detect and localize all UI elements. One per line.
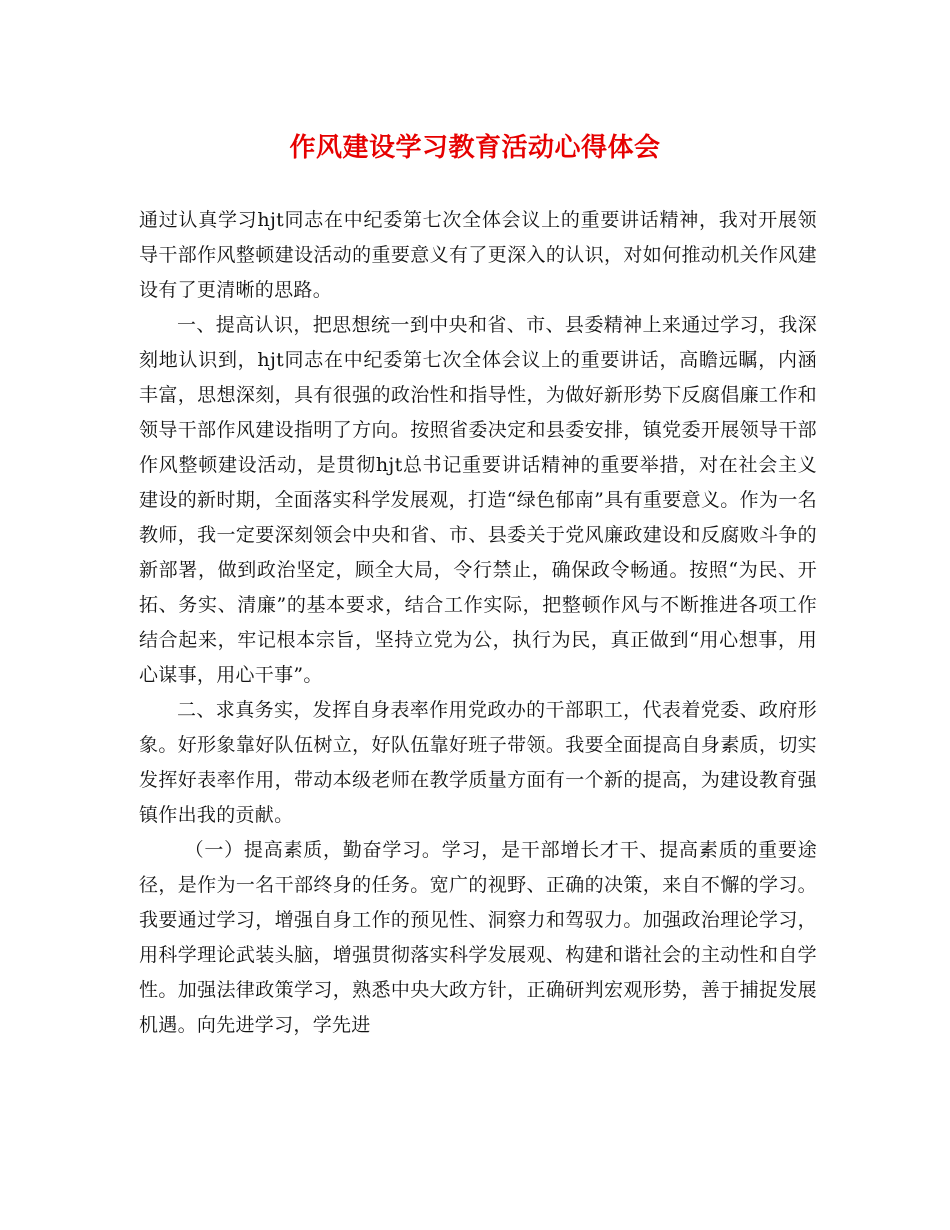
document-body — [139, 203, 817, 1043]
paragraph-subsection-one: （一）提高素质，勤奋学习。学习，是干部增长才干、提高素质的重要途径，是作为一名干部终身的任务。宽广的视野、正确的决策，来自不懈的学习。我要通过学习，增强自身工作的预见性、洞察力和驾驭力。加强政治理论学习，用科学理论武装头脑，增强贯彻落实科学发展观、构建和谐社会的主动性和自学性。加强法律政策学习，熟悉中央大政方针，正确研判宏观形势，善于捕捉发展机遇。向先进学习，学先进 — [139, 839, 817, 1036]
document-title: 作风建设学习教育活动心得体会 — [289, 133, 661, 163]
paragraph-section-two: 二、求真务实，发挥自身表率作用党政办的干部职工，代表着党委、政府形象。好形象靠好队伍树立，好队伍靠好班子带领。我要全面提高自身素质，切实发挥好表率作用，带动本级老师在教学质量方面有一个新的提高，为建设教育强镇作出我的贡献。 — [139, 699, 817, 826]
paragraph-intro: 通过认真学习hjt同志在中纪委第七次全体会议上的重要讲话精神，我对开展领导干部作风整顿建设活动的重要意义有了更深入的认识，对如何推动机关作风建设有了更清晰的思路。 — [139, 209, 817, 301]
paragraph-section-one: 一、提高认识，把思想统一到中央和省、市、县委精神上来通过学习，我深刻地认识到，hjt同志在中纪委第七次全体会议上的重要讲话，高瞻远瞩，内涵丰富，思想深刻，具有很强的政治性和指导性，为做好新形势下反腐倡廉工作和领导干部作风建设指明了方向。按照省委决定和县委安排，镇党委开展领导干部作风整顿建设活动，是贯彻hjt总书记重要讲话精神的重要举措，对在社会主义建设的新时期，全面落实科学发展观，打造“绿色郁南”具有重要意义。作为一名教师，我一定要深刻领会中央和省、市、县委关于党风廉政建设和反腐败斗争的新部署，做到政治坚定，顾全大局，令行禁止，确保政令畅通。按照“为民、开拓、务实、清廉”的基本要求，结合工作实际，把整顿作风与不断推进各项工作结合起来，牢记根本宗旨，坚持立党为公，执行为民，真正做到“用心想事，用心谋事，用心干事”。 — [139, 314, 817, 686]
